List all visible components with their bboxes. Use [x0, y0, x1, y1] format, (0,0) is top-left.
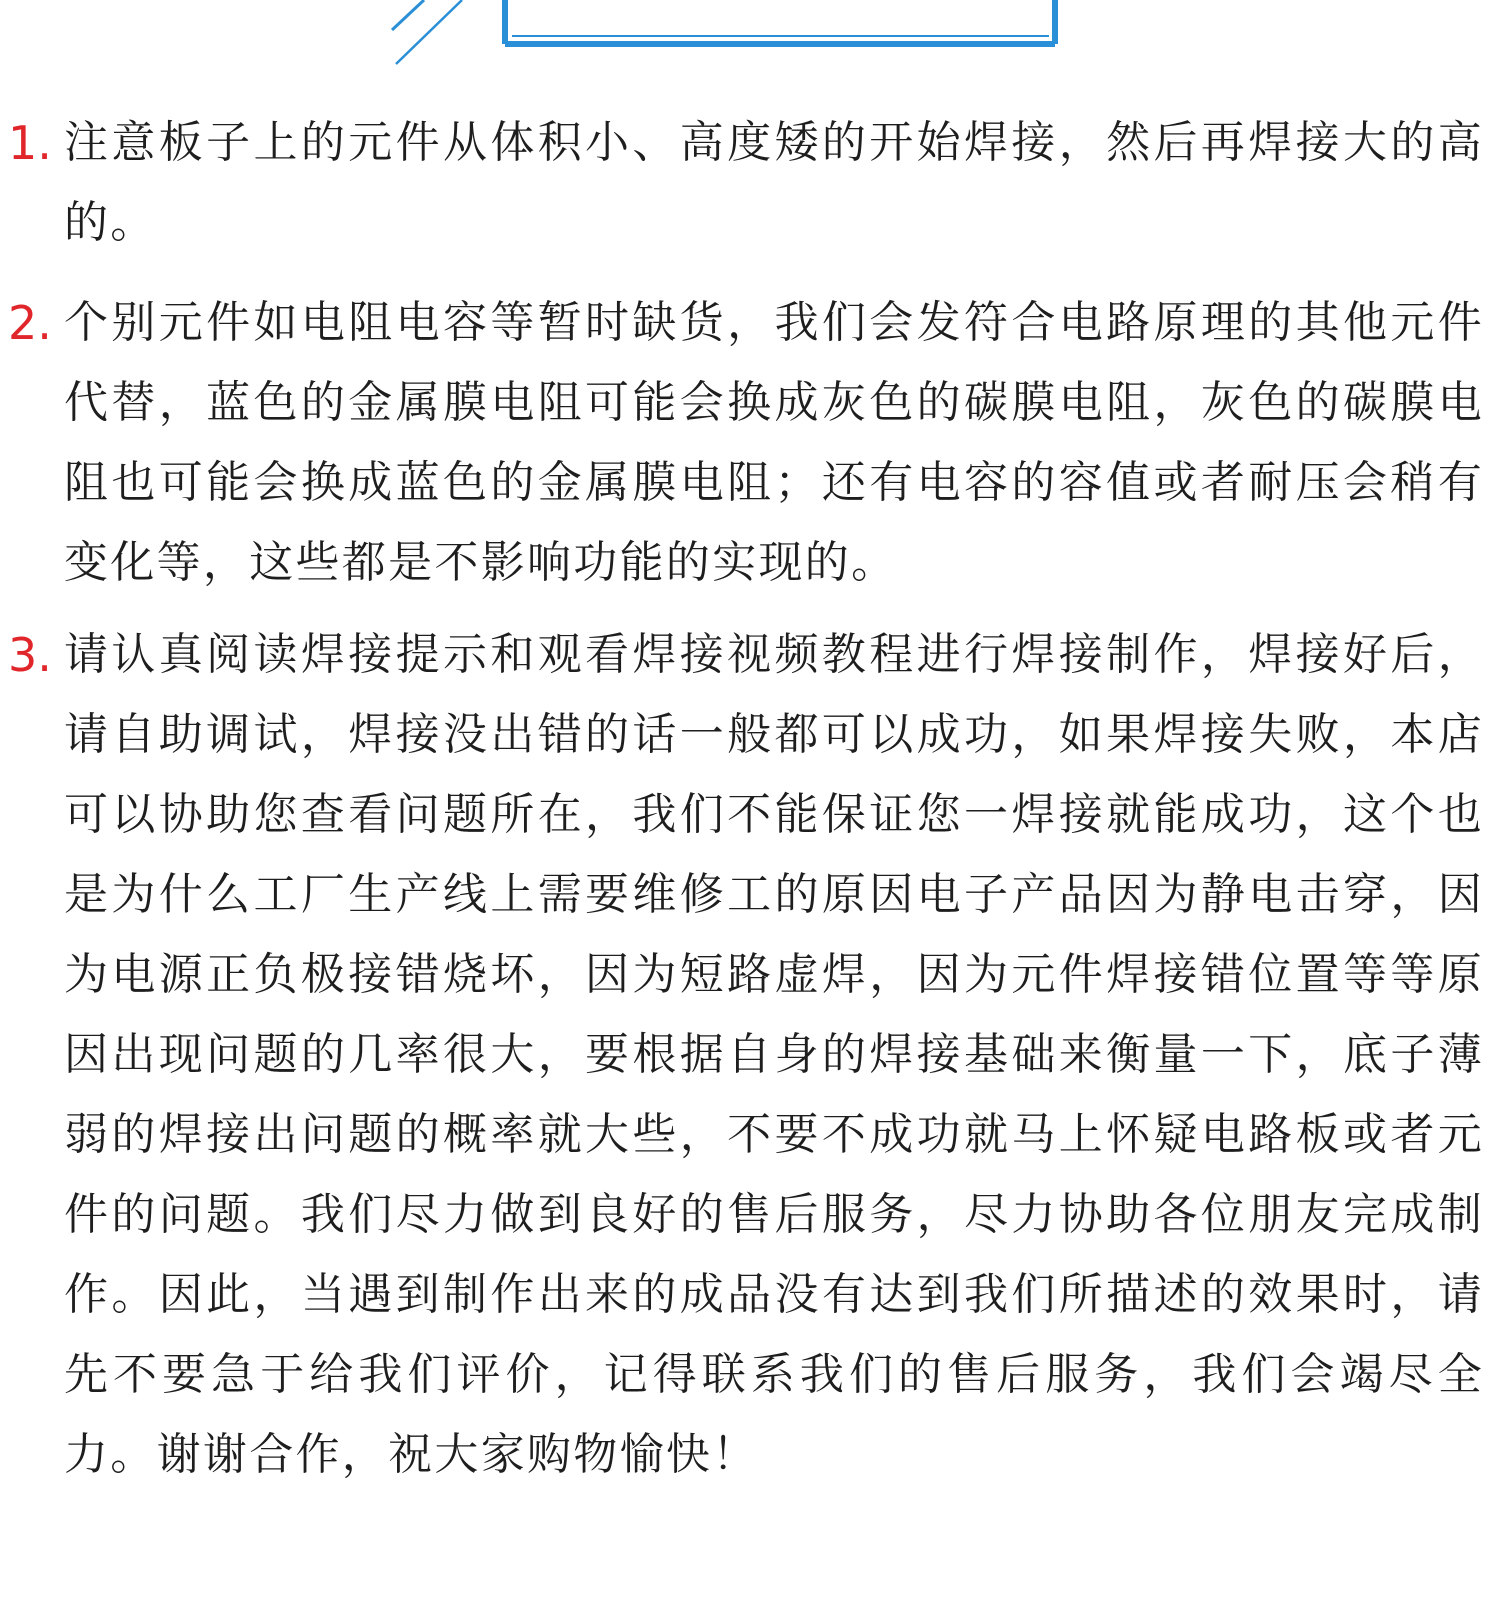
note-text: 注意板子上的元件从体积小、高度矮的开始焊接，然后再焊接大的高的。	[64, 117, 1484, 248]
note-text: 个别元件如电阻电容等暂时缺货，我们会发符合电路原理的其他元件代替，蓝色的金属膜电阻可能会换成灰色的碳膜电阻，灰色的碳膜电阻也可能会换成蓝色的金属膜电阻；还有电容的容值或者耐压会稍有变化等，这些都是不影响功能的实现的。	[64, 297, 1484, 588]
note-text: 请认真阅读焊接提示和观看焊接视频教程进行焊接制作，焊接好后，请自助调试，焊接没出错的话一般都可以成功，如果焊接失败，本店可以协助您查看问题所在，我们不能保证您一焊接就能成功，这个也是为什么工厂生产线上需要维修工的原因电子产品因为静电击穿，因为电源正负极接错烧坏，因为短路虚焊，因为元件焊接错位置等等原因出现问题的几率很大，要根据自身的焊接基础来衡量一下，底子薄弱的焊接出问题的概率就大些，不要不成功就马上怀疑电路板或者元件的问题。我们尽力做到良好的售后服务，尽力协助各位朋友完成制作。因此，当遇到制作出来的成品没有达到我们所描述的效果时，请先不要急于给我们评价，记得联系我们的售后服务，我们会竭尽全力。谢谢合作，祝大家购物愉快！	[64, 629, 1484, 1480]
header-banner-frame	[0, 0, 1500, 75]
banner-box-outline	[505, 0, 1055, 44]
diagonal-accent-lines	[392, 0, 462, 64]
note-number: 3.	[8, 628, 52, 682]
note-number: 2.	[8, 296, 52, 350]
note-number: 1.	[8, 116, 52, 170]
